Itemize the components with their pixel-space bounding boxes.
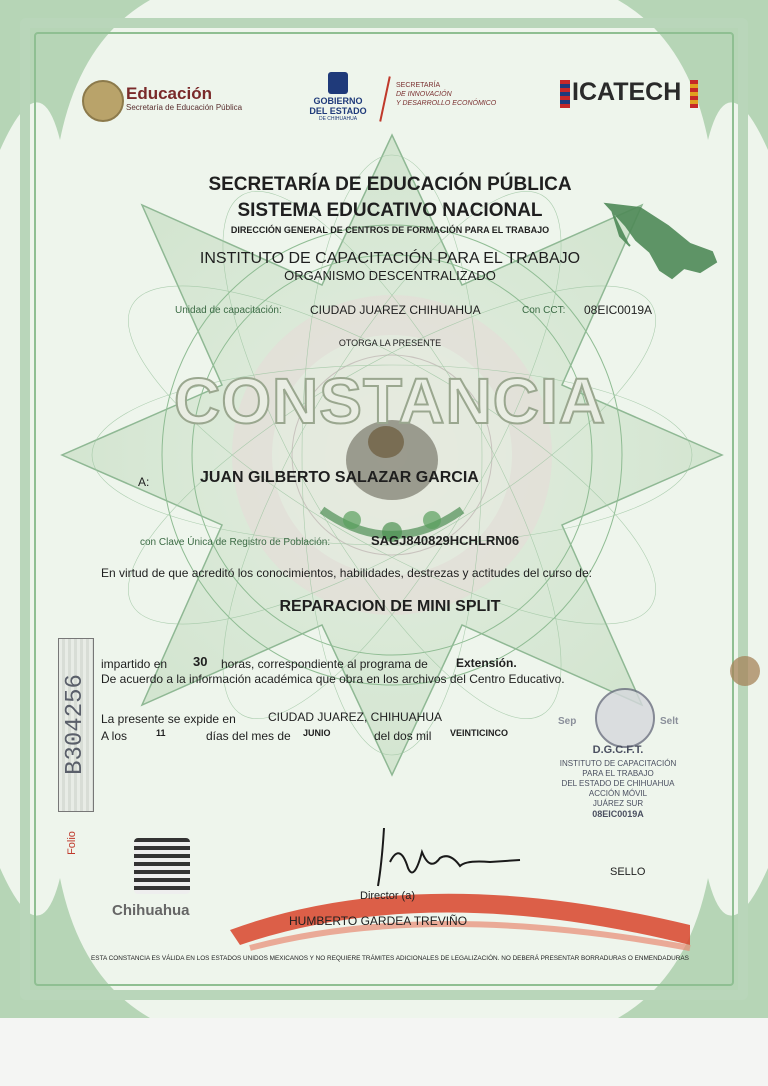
gob-line2: DEL ESTADO [309, 106, 367, 116]
gob-line1: GOBIERNO [313, 96, 363, 106]
chihuahua-emblem-icon [134, 838, 190, 894]
stain-mark [730, 656, 760, 686]
gob-line3: DE CHIHUAHUA [318, 116, 358, 122]
stamp-line4: ACCIÓN MÓVIL [588, 789, 648, 798]
stamp-selt: Selt [660, 716, 679, 727]
stamp-line3: DEL ESTADO DE CHIHUAHUA [561, 779, 675, 788]
curp-value: SAGJ840829HCHLRN06 [371, 533, 520, 548]
recipient-prefix: A: [138, 475, 150, 489]
sep-logo-subtitle: Secretaría de Educación Pública [126, 103, 243, 112]
records-text: De acuerdo a la información académica que obra en los archivos del Centro Educativo. [101, 672, 565, 686]
impartido-text: impartido en [101, 657, 168, 671]
icatech-bars-icon [560, 80, 570, 108]
page-background [0, 1018, 768, 1086]
course-name: REPARACION DE MINI SPLIT [279, 598, 501, 615]
a-los-text: A los [101, 729, 128, 743]
cct-value: 08EIC0019A [584, 303, 653, 317]
curp-label: con Clave Única de Registro de Población: [140, 537, 331, 548]
hours-value: 30 [193, 654, 208, 669]
constancia-title: CONSTANCIA [174, 365, 606, 437]
stamp-sep: Sep [558, 716, 577, 727]
icatech-bars-right-icon [690, 80, 698, 108]
director-role: Director (a) [360, 890, 416, 902]
year-value: VEINTICINCO [450, 728, 509, 738]
expide-text: La presente se expide en [101, 712, 236, 726]
sec-line2: DE INNOVACIÓN [396, 91, 452, 98]
stamp-line2: PARA EL TRABAJO [582, 769, 654, 778]
stamp-dgcft: D.G.C.F.T. [592, 744, 644, 756]
del-dos-mil-text: del dos mil [374, 729, 432, 743]
title-organismo: ORGANISMO DESCENTRALIZADO [284, 268, 496, 283]
title-instituto: INSTITUTO DE CAPACITACIÓN PARA EL TRABAJO [199, 250, 581, 267]
chihuahua-logo-text: Chihuahua [112, 902, 190, 919]
folio-number: B304256 [61, 673, 89, 775]
day-value: 11 [156, 728, 166, 738]
director-signature [370, 822, 530, 892]
seal-stamp-icon [595, 688, 655, 748]
director-name: HUMBERTO GARDEA TREVIÑO [289, 914, 468, 928]
city-value: CIUDAD JUAREZ, CHIHUAHUA [268, 710, 443, 724]
otorga-text: OTORGA LA PRESENTE [338, 338, 442, 348]
hours-text: horas, correspondiente al programa de [221, 657, 428, 671]
unit-label: Unidad de capacitación: [175, 305, 282, 316]
sello-label: SELLO [610, 866, 646, 878]
folio-label: Folio [66, 831, 78, 855]
sep-logo-title: Educación [126, 84, 212, 103]
stamp-line5: JUÁREZ SUR [592, 799, 644, 808]
stamp-line1: INSTITUTO DE CAPACITACIÓN [559, 759, 677, 768]
unit-value: CIUDAD JUAREZ CHIHUAHUA [310, 303, 481, 317]
month-value: JUNIO [303, 728, 331, 738]
sec-line3: Y DESARROLLO ECONÓMICO [396, 100, 497, 107]
title-direccion: DIRECCIÓN GENERAL DE CENTROS DE FORMACIÓN PARA EL TRABAJO [230, 225, 550, 235]
virtue-text: En virtud de que acreditó los conocimientos, habilidades, destrezas y actitudes del curso de: [101, 566, 592, 580]
icatech-logo: ICATECH [572, 78, 682, 106]
stamp-line6: 08EIC0019A [592, 809, 644, 819]
cct-label: Con CCT: [522, 305, 566, 316]
footer-legal-text: ESTA CONSTANCIA ES VÁLIDA EN LOS ESTADOS UNIDOS MEXICANOS Y NO REQUIERE TRÁMITES ADICIONALES DE LEGALIZACIÓN. NO DEBERÁ PRESENTAR BORRADURAS O ENMENDADURAS [91, 955, 689, 962]
sep-seal-icon [82, 80, 124, 122]
title-sep: SECRETARÍA DE EDUCACIÓN PÚBLICA [208, 174, 572, 195]
chihuahua-shield-icon [328, 72, 348, 94]
program-value: Extensión. [456, 656, 517, 670]
dias-mes-text: días del mes de [206, 729, 291, 743]
sec-line1: SECRETARÍA [396, 82, 441, 89]
recipient-name: JUAN GILBERTO SALAZAR GARCIA [200, 469, 479, 486]
title-sistema: SISTEMA EDUCATIVO NACIONAL [237, 200, 543, 221]
